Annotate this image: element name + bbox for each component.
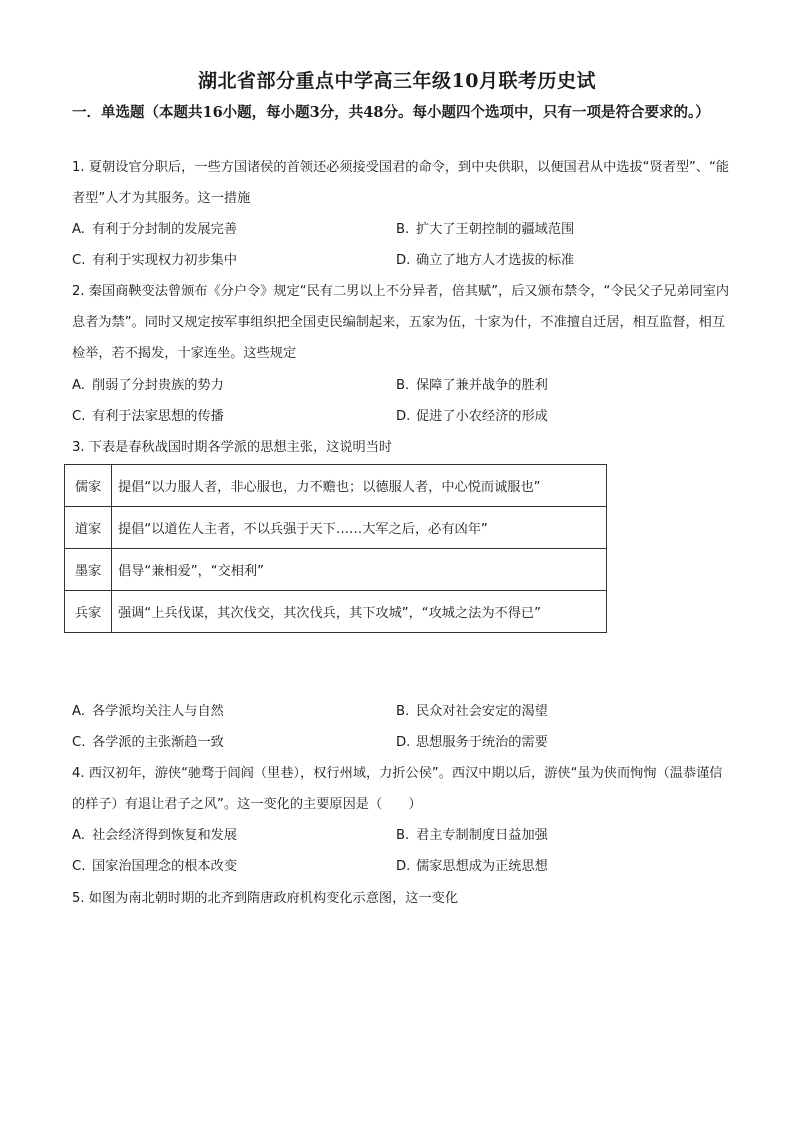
question-1-stem: 1. 夏朝设官分职后，一些方国诸侯的首领还必须接受国君的命令，到中央供职，以便国君从中选拔“贤者型”、“能者型”人才为其服务。这一措施: [72, 160, 730, 206]
question-4-stem: 4. 西汉初年，游侠“驰骛于闾阎（里巷），权行州域，力折公侯”。西汉中期以后，游侠“虽为侠而恂恂（温恭谨信的样子）有退让君子之风”。这一变化的主要原因是（ ）: [72, 766, 723, 812]
question-1-option-d[interactable]: D. 确立了地方人才选拔的标准: [396, 253, 575, 268]
question-1-option-b[interactable]: B. 扩大了王朝控制的疆域范围: [396, 222, 575, 237]
question-2-option-b[interactable]: B. 保障了兼并战争的胜利: [396, 378, 548, 393]
question-3-stem: 3. 下表是春秋战国时期各学派的思想主张，这说明当时: [72, 440, 393, 455]
table-row: [65, 549, 607, 591]
school-cell: 兵家: [65, 591, 112, 633]
question-4-option-b[interactable]: B. 君主专制制度日益加强: [396, 828, 548, 843]
question-1-option-c[interactable]: C. 有利于实现权力初步集中: [72, 253, 238, 268]
question-3-option-a[interactable]: A. 各学派均关注人与自然: [72, 704, 224, 719]
question-4-option-c[interactable]: C. 国家治国理念的根本改变: [72, 859, 238, 874]
view-cell: 提倡“以力服人者，非心服也，力不赡也；以德服人者，中心悦而诚服也”: [112, 465, 607, 507]
question-2-stem: 2. 秦国商鞅变法曾颁布《分户令》规定“民有二男以上不分异者，倍其赋”，后又颁布禁令，“令民父子兄弟同室内息者为禁”。同时又规定按军事组织把全国吏民编制起来，五家为伍，十家为什，不准擅自迁居，相互监督，相互检举，若不揭发，十家连坐。这些规定: [72, 284, 730, 361]
question-1-option-a[interactable]: A. 有利于分封制的发展完善: [72, 222, 238, 237]
view-cell: 倡导“兼相爱”，“交相利”: [112, 549, 607, 591]
question-4-option-d[interactable]: D. 儒家思想成为正统思想: [396, 859, 548, 874]
school-cell: 儒家: [65, 465, 112, 507]
schools-table: [64, 464, 607, 633]
question-2-option-a[interactable]: A. 削弱了分封贵族的势力: [72, 378, 224, 393]
school-cell: 道家: [65, 507, 112, 549]
question-5-stem: 5. 如图为南北朝时期的北齐到隋唐政府机构变化示意图，这一变化: [72, 891, 459, 906]
question-4-option-a[interactable]: A. 社会经济得到恢复和发展: [72, 828, 238, 843]
table-row: [65, 591, 607, 633]
exam-title: 湖北省部分重点中学高三年级10月联考历史试: [198, 70, 596, 92]
question-3-option-d[interactable]: D. 思想服务于统治的需要: [396, 735, 548, 750]
view-cell: 提倡“以道佐人主者，不以兵强于天下……大军之后，必有凶年”: [112, 507, 607, 549]
question-3-option-b[interactable]: B. 民众对社会安定的渴望: [396, 704, 548, 719]
question-2-option-d[interactable]: D. 促进了小农经济的形成: [396, 409, 548, 424]
section-header: 一．单选题（本题共16小题，每小题3分，共48分。每小题四个选项中，只有一项是符合要求的。）: [72, 104, 710, 121]
question-3-option-c[interactable]: C. 各学派的主张渐趋一致: [72, 735, 224, 750]
school-cell: 墨家: [65, 549, 112, 591]
table-row: [65, 507, 607, 549]
table-row: [65, 465, 607, 507]
view-cell: 强调“上兵伐谋，其次伐交，其次伐兵，其下攻城”，“攻城之法为不得已”: [112, 591, 607, 633]
question-2-option-c[interactable]: C. 有利于法家思想的传播: [72, 409, 224, 424]
